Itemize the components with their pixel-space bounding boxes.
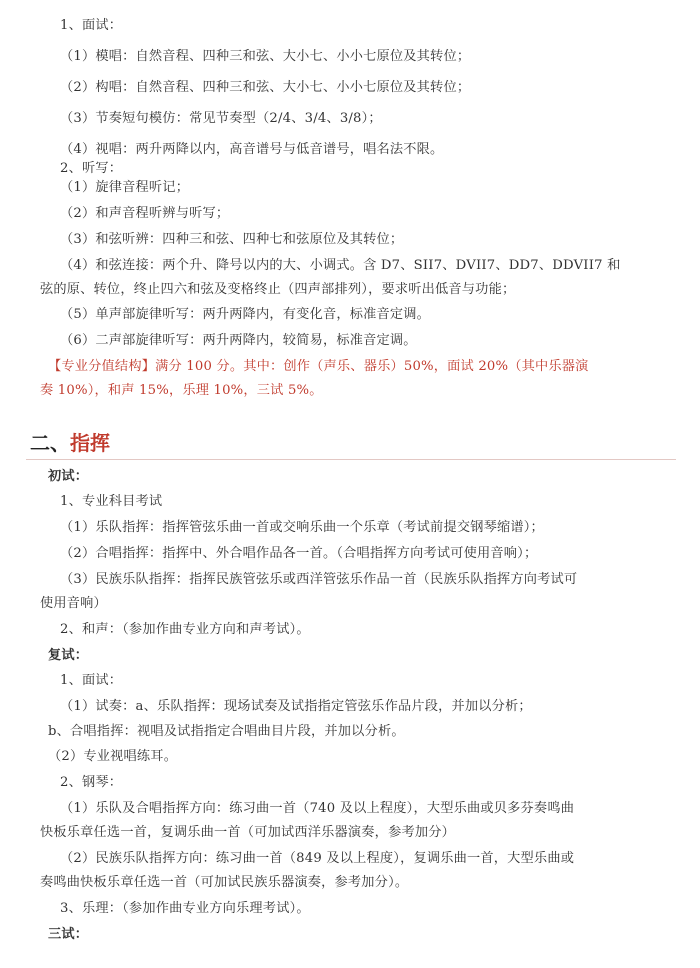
subject-exam-heading: 1、专业科目考试 <box>60 494 163 509</box>
audition-item-2: （2）专业视唱练耳。 <box>48 749 178 764</box>
subject-item-1: （1）乐队指挥：指挥管弦乐曲一首或交响乐曲一个乐章（考试前提交钢琴缩谱）； <box>60 520 544 535</box>
interview-item-1: （1）模唱：自然音程、四种三和弦、大小七、小小七原位及其转位； <box>60 49 471 64</box>
section-heading-text: 指挥 <box>70 431 110 455</box>
dictation-item-4-line-1: （4）和弦连接：两个升、降号以内的大、小调式。含 D7、SII7、DVII7、DD7、DDVII7 和 <box>60 258 621 273</box>
second-exam-heading: 复试： <box>48 648 89 663</box>
piano-item-2-line-1: （2）民族乐队指挥方向：练习曲一首（849 及以上程度），复调乐曲一首，大型乐曲或 <box>60 851 575 866</box>
audition-item-1b: b、合唱指挥：视唱及试指指定合唱曲目片段，并加以分析。 <box>48 724 405 739</box>
score-structure-line-1: 【专业分值结构】满分 100 分。其中：创作（声乐、器乐）50%，面试 20%（其中乐器演 <box>48 359 589 374</box>
theory-item: 3、乐理：（参加作曲专业方向乐理考试）。 <box>60 901 310 916</box>
dictation-item-3: （3）和弦听辨：四种三和弦、四种七和弦原位及其转位； <box>60 232 404 247</box>
section-number: 二、 <box>30 431 70 455</box>
interview-item-4: （4）视唱：两升两降以内，高音谱号与低音谱号，唱名法不限。 <box>60 142 444 157</box>
subject-item-2: （2）合唱指挥：指挥中、外合唱作品各一首。（合唱指挥方向考试可使用音响）； <box>60 546 538 561</box>
interview-heading: 1、面试： <box>60 18 123 33</box>
section-divider <box>26 459 676 460</box>
subject-item-3-line-1: （3）民族乐队指挥：指挥民族管弦乐或西洋管弦乐作品一首（民族乐队指挥方向考试可 <box>60 572 578 587</box>
piano-item-1-line-1: （1）乐队及合唱指挥方向：练习曲一首（740 及以上程度），大型乐曲或贝多芬奏鸣曲 <box>60 801 575 816</box>
dictation-item-6: （6）二声部旋律听写：两升两降内，较简易，标准音定调。 <box>60 333 417 348</box>
interview-heading-2: 1、面试： <box>60 673 123 688</box>
third-exam-heading: 三试： <box>48 927 89 942</box>
interview-item-2: （2）构唱：自然音程、四种三和弦、大小七、小小七原位及其转位； <box>60 80 471 95</box>
audition-item-1: （1）试奏：a、乐队指挥：现场试奏及试指指定管弦乐作品片段，并加以分析； <box>60 699 532 714</box>
score-structure-line-2: 奏 10%），和声 15%，乐理 10%，三试 5%。 <box>40 383 323 398</box>
piano-item-2-line-2: 奏鸣曲快板乐章任选一首（可加试民族乐器演奏，参考加分）。 <box>40 875 409 890</box>
dictation-item-5: （5）单声部旋律听写：两升两降内，有变化音，标准音定调。 <box>60 307 431 322</box>
dictation-item-1: （1）旋律音程听记； <box>60 180 190 195</box>
section-title <box>30 430 110 456</box>
dictation-item-2: （2）和声音程听辨与听写； <box>60 206 230 221</box>
interview-item-3: （3）节奏短句模仿：常见节奏型（2/4、3/4、3/8）； <box>60 111 382 126</box>
piano-item-1-line-2: 快板乐章任选一首，复调乐曲一首（可加试西洋乐器演奏，参考加分） <box>40 825 456 840</box>
dictation-heading: 2、听写： <box>60 161 123 176</box>
subject-item-3-line-2: 使用音响） <box>40 596 107 611</box>
dictation-item-4-line-2: 弦的原、转位，终止四六和弦及变格终止（四声部排列），要求听出低音与功能； <box>40 282 516 297</box>
harmony-item: 2、和声：（参加作曲专业方向和声考试）。 <box>60 622 310 637</box>
piano-heading: 2、钢琴： <box>60 775 123 790</box>
first-exam-heading: 初试： <box>48 469 89 484</box>
